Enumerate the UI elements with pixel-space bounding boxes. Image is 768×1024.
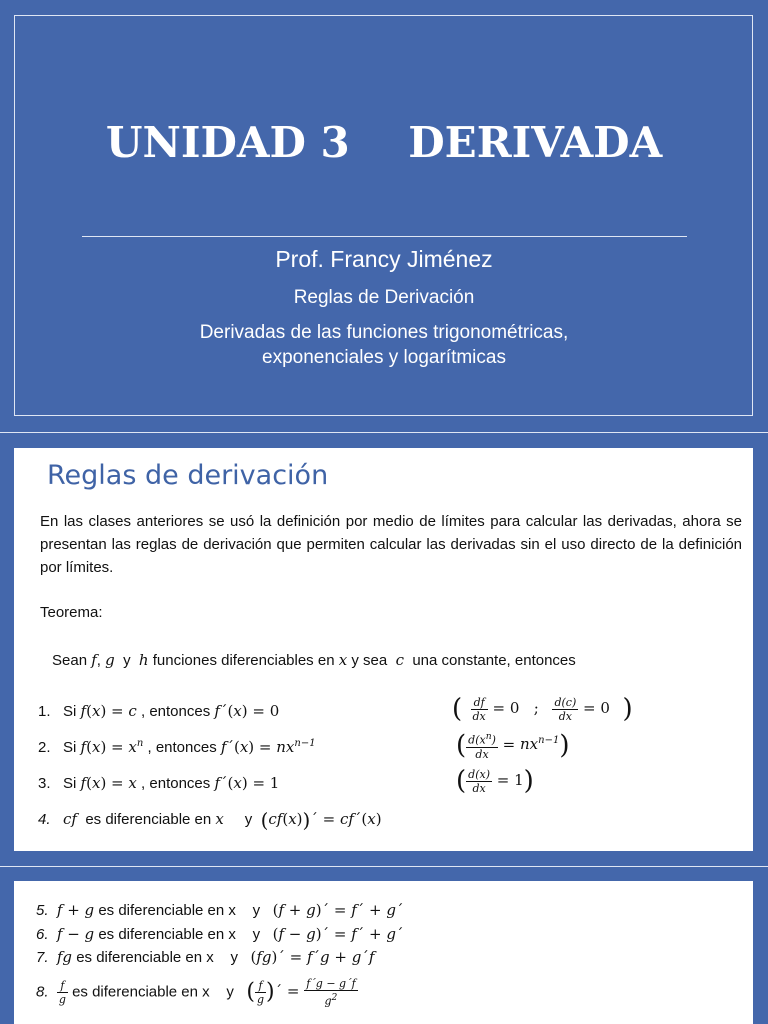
rule-2-entonces: , entonces (147, 739, 217, 756)
rules-continued-slide (14, 881, 753, 1024)
rule-8-number: 8. (36, 983, 49, 1001)
topic-line-1: Derivadas de las funciones trigonométricas, (199, 322, 569, 343)
intro-paragraph: En las clases anteriores se usó la definición por medio de límites para calcular las derivadas, ahora se presentan las reglas de derivación que permiten calcular las derivadas sin el uso directo de la definición por límites. (40, 513, 742, 576)
slide-separator (0, 432, 768, 433)
rule-2: 2. Si $f(x) = x^n$ , entonces f´(x) = $nx^{n-1}$ (38, 738, 316, 756)
rule-8: 8. $\frac{f}{g}$ es diferenciable en x y ( $\frac{f}{g}$ )´ = $\frac{f´g - g´f}{g^2}$ (36, 977, 356, 1008)
rule-7: 7. fg es diferenciable en x y (fg)´ = f´g + g´f (36, 948, 375, 966)
rule-1-entonces: , entonces (140, 703, 211, 720)
rule-3-number: 3. (38, 775, 51, 792)
y-sea-text: y sea (351, 652, 388, 669)
professor-name: Prof. Francy Jiménez (275, 246, 493, 272)
rule-7-y: y (230, 949, 238, 966)
rule-2-number: 2. (38, 739, 51, 756)
rule-3-notation: ( $\frac{d(x)}{dx}$ = 1) (456, 766, 534, 796)
slide-subtitle: Reglas de Derivación (293, 287, 475, 308)
const-text: una constante, entonces (412, 652, 576, 669)
title-divider (82, 236, 687, 237)
rule-1-number: 1. (38, 703, 51, 720)
rule-5-y: y (252, 902, 261, 919)
rule-6-text: es diferenciable en (98, 926, 225, 943)
rule-1-notation: ( $\frac{df}{dx}$ = 0 ; $\frac{d(c)}{dx}$ = 0 ) (452, 694, 633, 724)
rules-heading: Reglas de derivación (47, 460, 329, 491)
rule-2-si: Si (63, 739, 77, 756)
rule-3-si: Si (63, 775, 77, 792)
slide-topic (0, 320, 768, 370)
rule-4-number: 4. (38, 811, 51, 828)
rule-4-y: y (244, 811, 253, 828)
rule-2-notation: ( $\frac{d(x^n)}{dx}$ = $nx^{n-1}$) (456, 730, 570, 761)
theorem-label: Teorema: (40, 604, 103, 621)
topic-line-2: exponenciales y logarítmicas (262, 347, 506, 368)
rules-slide (14, 448, 753, 851)
rule-1-si: Si (63, 703, 77, 720)
sean-word: Sean (52, 652, 88, 669)
rule-4: 4. cf es diferenciable en x y (cf(x))´ = cf´(x) (38, 808, 382, 832)
rule-6: 6. f − g es diferenciable en x y (f − g)´ = f´ + g´ (36, 925, 404, 943)
rule-4-text: es diferenciable en (85, 811, 212, 828)
rule-1: 1. Si f(x) = c , entonces f´(x) = 0 (38, 702, 280, 720)
rule-8-y: y (226, 983, 234, 1001)
rule-7-text: es diferenciable en (76, 949, 203, 966)
rule-3: 3. Si f(x) = x , entonces f´(x) = 1 (38, 774, 280, 792)
title-slide (0, 0, 768, 432)
theorem-statement: Sean f, g y h funciones diferenciables en x y sea c una constante, entonces (52, 651, 576, 669)
rule-5: 5. f + g es diferenciable en x y (f + g)´ = f´ + g´ (36, 901, 404, 919)
rule-6-y: y (252, 926, 261, 943)
rule-3-entonces: , entonces (141, 775, 211, 792)
funcs-text: funciones diferenciables en (152, 652, 335, 669)
rule-6-number: 6. (36, 926, 49, 943)
slide-separator-2 (0, 866, 768, 867)
slide-title: UNIDAD 3 DERIVADA (105, 118, 663, 167)
rule-8-text: es diferenciable en (72, 983, 198, 1001)
rule-5-number: 5. (36, 902, 49, 919)
rule-5-text: es diferenciable en (98, 902, 225, 919)
rule-7-number: 7. (36, 949, 49, 966)
